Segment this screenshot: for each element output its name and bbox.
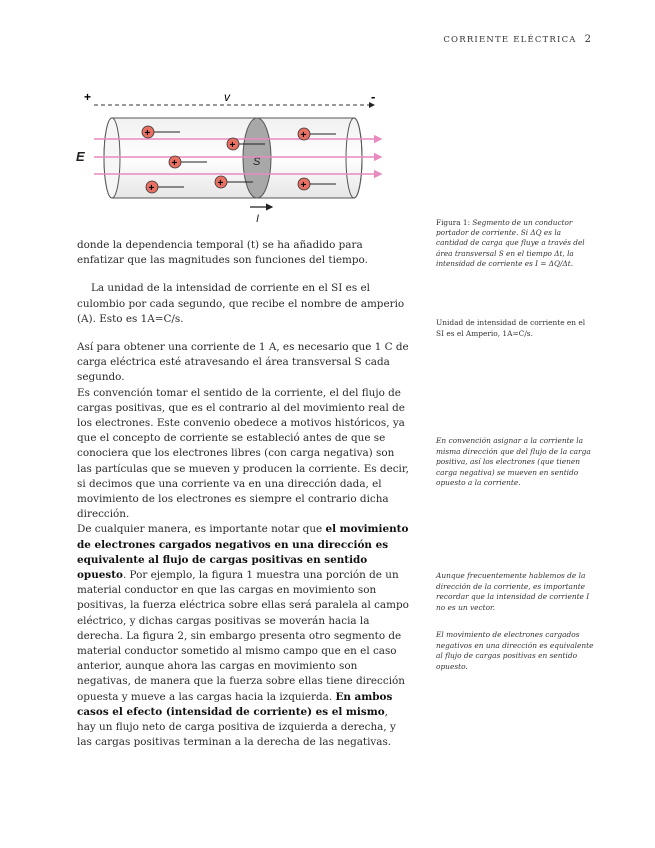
svg-text:+: + (217, 178, 224, 189)
svg-text:+: + (144, 128, 151, 139)
minus-terminal-label: - (371, 89, 376, 104)
side-note-3: Aunque frecuentemente hablemos de la dirección de la corriente, es importante recordar que la intensidad de corriente I no es un vector. (436, 571, 590, 612)
svg-text:+: + (300, 130, 307, 141)
svg-text:+: + (229, 140, 236, 151)
p5-bold-b: el movimiento de electrones cargados negativos en una dirección es equivalente al flujo de cargas positivas en sentido opuesto (77, 523, 409, 582)
conductor-figure (74, 84, 394, 224)
paragraph-2: La unidad de la intensidad de corriente en el SI es el culombio por cada segundo, que recibe el nombre de amperio (A). Esto es 1A=C/s. (77, 282, 405, 325)
side-note-1: Unidad de intensidad de corriente en el SI es el Amperio, 1A=C/s. (436, 318, 586, 338)
paragraph-1: donde la dependencia temporal (t) se ha añadido para enfatizar que las magnitudes son funciones del tiempo. (77, 239, 368, 267)
header-title: CORRIENTE ELÉCTRICA (443, 35, 577, 45)
p5-text-a: De cualquier manera, es importante notar que (77, 523, 326, 536)
plus-terminal-label: + (84, 90, 92, 104)
svg-text:+: + (300, 180, 307, 191)
running-header (443, 34, 591, 45)
page-number: 2 (584, 34, 591, 45)
paragraph-5 (77, 522, 409, 750)
caption-label: Figura 1: (436, 218, 471, 227)
p5-text-c: . Por ejemplo, la figura 1 muestra una porción de un material conductor en que las cargas en movimiento son positivas, la fuerza eléctrica sobre ellas será paralela al campo eléctrico, y dichas cargas positivas se moverán hacia la derecha. La figura 2, sin embargo presenta otro segmento de material conductor sometido al mismo campo que en el caso anterior, aunque ahora las cargas en movimiento son negativas, de manera que la fuerza sobre ellas tiene dirección opuesta y mueve a las cargas hacia la izquierda. (77, 569, 409, 703)
current-label: I (256, 213, 260, 224)
field-label: E (76, 149, 85, 164)
figure-caption (436, 218, 590, 269)
conductor-left-end (104, 118, 120, 198)
p5-bold-d: En ambos casos el efecto (intensidad de corriente) es el mismo (77, 690, 393, 718)
cross-section-label: S (253, 156, 261, 168)
svg-text:+: + (171, 158, 178, 169)
svg-text:+: + (148, 183, 155, 194)
p5-text-e: , hay un flujo neto de carga positiva de izquierda a derecha, y las cargas positivas terminan a la derecha de las negativas. (77, 705, 396, 749)
paragraph-3: Así para obtener una corriente de 1 A, es necesario que 1 C de carga eléctrica esté atravesando el área transversal S cada segundo. (77, 341, 409, 384)
caption-text: Segmento de un conductor portador de corriente. Si ΔQ es la cantidad de carga que fluye a través del área transversal S en el tiempo Δt, la intensidad de corriente es I = ΔQ/Δt. (436, 218, 585, 268)
main-text (77, 238, 409, 751)
paragraph-4: Es convención tomar el sentido de la corriente, el del flujo de cargas positivas, que es el contrario al del movimiento real de los electrones. Este convenio obedece a motivos históricos, ya que el concepto de corriente se estableció antes de que se conociera que los electrones libres (con carga negativa) son las partículas que se mueven y producen la corriente. Es decir, si decimos que una corriente va en una dirección dada, el movimiento de los electrones es siempre el contrario dicha dirección. (77, 386, 409, 521)
velocity-label: v (224, 90, 230, 104)
side-note-2: En convención asignar a la corriente la misma dirección que del flujo de la carga positiva, así los electrones (que tienen carga negativa) se mueven en sentido opuesto a la corriente. (436, 436, 591, 487)
side-note-4: El movimiento de electrones cargados negativos en una dirección es equivalente al flujo de cargas positivas en sentido opuesto. (436, 630, 594, 671)
